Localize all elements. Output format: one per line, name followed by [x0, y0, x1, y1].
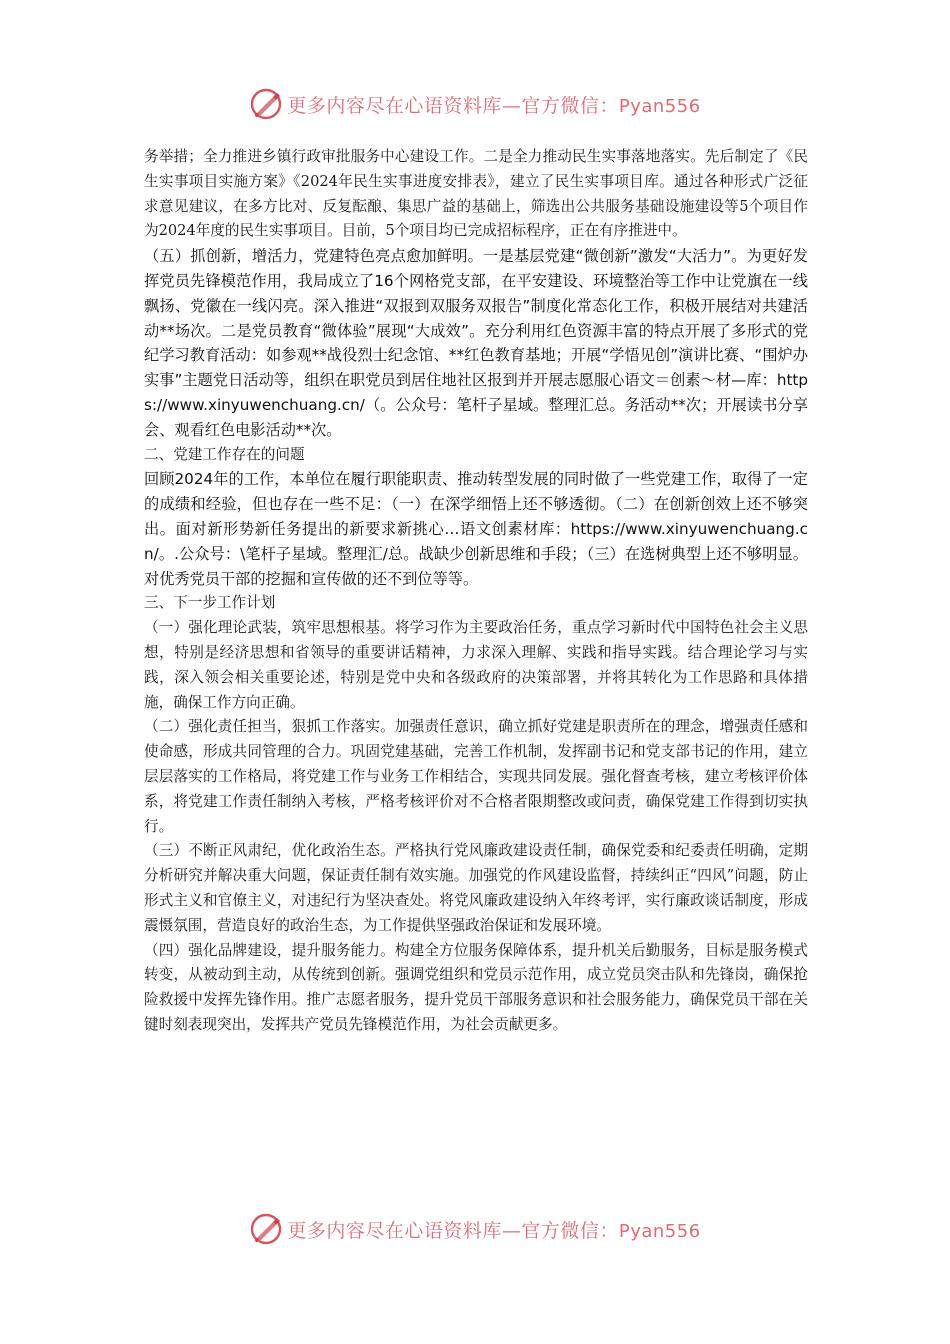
- pen-logo-icon: [249, 1212, 283, 1246]
- watermark-text: 更多内容尽在心语资料库—官方微信：Pyan556: [287, 1219, 701, 1242]
- section-heading-plan: 三、下一步工作计划: [144, 594, 276, 612]
- paragraph-plan-4: （四）强化品牌建设，提升服务能力。构建全方位服务保障体系，提升机关后勤服务，目标是服务模式转变，从被动到主动，从传统到创新。强调党组织和党员示范作用，成立党员突击队和先锋岗，确保抢险救援中发挥先锋作用。推广志愿者服务，提升党员干部服务意识和社会服务能力，确保党员干部在关键时刻表现突出，发挥共产党员先锋模范作用，为社会贡献更多。: [144, 941, 808, 1033]
- paragraph-innovation: （五）抓创新，增活力，党建特色亮点愈加鲜明。一是基层党建“微创新”激发“大活力”。为更好发挥党员先锋模范作用，我局成立了16个网格党支部，在平安建设、环境整治等工作中让党旗在一线飘扬、党徽在一线闪亮。深入推进“双报到双服务双报告”制度化常态化工作，积极开展结对共建活动**场次。二是党员教育“微体验”展现“大成效”。充分利用红色资源丰富的特点开展了多形式的党纪学习教育活动：如参观**战役烈士纪念馆、**红色教育基地；开展“学悟见创”演讲比赛、“围炉办实事”主题党日活动等，组织在职党员到居住地社区报到并开展志愿服心语文＝创素～材—库：https://www.xinyuwenchuang.cn/（。公众号：笔杆子星域。整理汇总。务活动**次；开展读书分享会、观看红色电影活动**次。: [144, 247, 808, 439]
- section-heading-problems: 二、党建工作存在的问题: [144, 445, 305, 463]
- paragraph-plan-1: （一）强化理论武装，筑牢思想根基。将学习作为主要政治任务，重点学习新时代中国特色社会主义思想，特别是经济思想和省领导的重要讲话精神，力求深入理解、实践和指导实践。结合理论学习与实践，深入领会相关重要论述，特别是党中央和各级政府的决策部署，并将其转化为工作思路和具体措施，确保工作方向正确。: [144, 619, 808, 711]
- watermark-banner-top: [0, 84, 950, 124]
- paragraph-plan-3: （三）不断正风肃纪，优化政治生态。严格执行党风廉政建设责任制，确保党委和纪委责任明确，定期分析研究并解决重大问题，保证责任制有效实施。加强党的作风建设监督，持续纠正“四风”问题，防止形式主义和官僚主义，对违纪行为坚决查处。将党风廉政建设纳入年终考评，实行廉政谈话制度，形成震慑氛围，营造良好的政治生态，为工作提供坚强政治保证和发展环境。: [144, 842, 808, 934]
- paragraph-problems: 回顾2024年的工作，本单位在履行职能职责、推动转型发展的同时做了一些党建工作，取得了一定的成绩和经验，但也存在一些不足：（一）在深学细悟上还不够透彻。（二）在创新创效上还不够突出。面对新形势新任务提出的新要求新挑心…语文创素材库：https://www.xinyuwenchuang.cn/。.公众号：\笔杆子星域。整理汇/总。战缺少创新思维和手段；（三）在选树典型上还不够明显。对优秀党员干部的挖掘和宣传做的还不到位等等。: [144, 470, 808, 588]
- watermark-banner-bottom: [0, 1209, 950, 1249]
- paragraph-continued: 务举措；全力推进乡镇行政审批服务中心建设工作。二是全力推动民生实事落地落实。先后制定了《民生实事项目实施方案》《2024年民生实事进度安排表》，建立了民生实事项目库。通过各种形式广泛征求意见建议，在多方比对、反复酝酿、集思广益的基础上，筛选出公共服务基础设施建设等5个项目作为2024年度的民生实事项目。目前，5个项目均已完成招标程序，正在有序推进中。: [144, 148, 808, 240]
- paragraph-plan-2: （二）强化责任担当，狠抓工作落实。加强责任意识，确立抓好党建是职责所在的理念，增强责任感和使命感，形成共同管理的合力。巩固党建基础，完善工作机制，发挥副书记和党支部书记的作用，建立层层落实的工作格局，将党建工作与业务工作相结合，实现共同发展。强化督查考核，建立考核评价体系，将党建工作责任制纳入考核，严格考核评价对不合格者限期整改或问责，确保党建工作得到切实执行。: [144, 718, 808, 835]
- document-body: [144, 145, 808, 1038]
- pen-logo-icon: [249, 87, 283, 121]
- watermark-text: 更多内容尽在心语资料库—官方微信：Pyan556: [287, 94, 701, 117]
